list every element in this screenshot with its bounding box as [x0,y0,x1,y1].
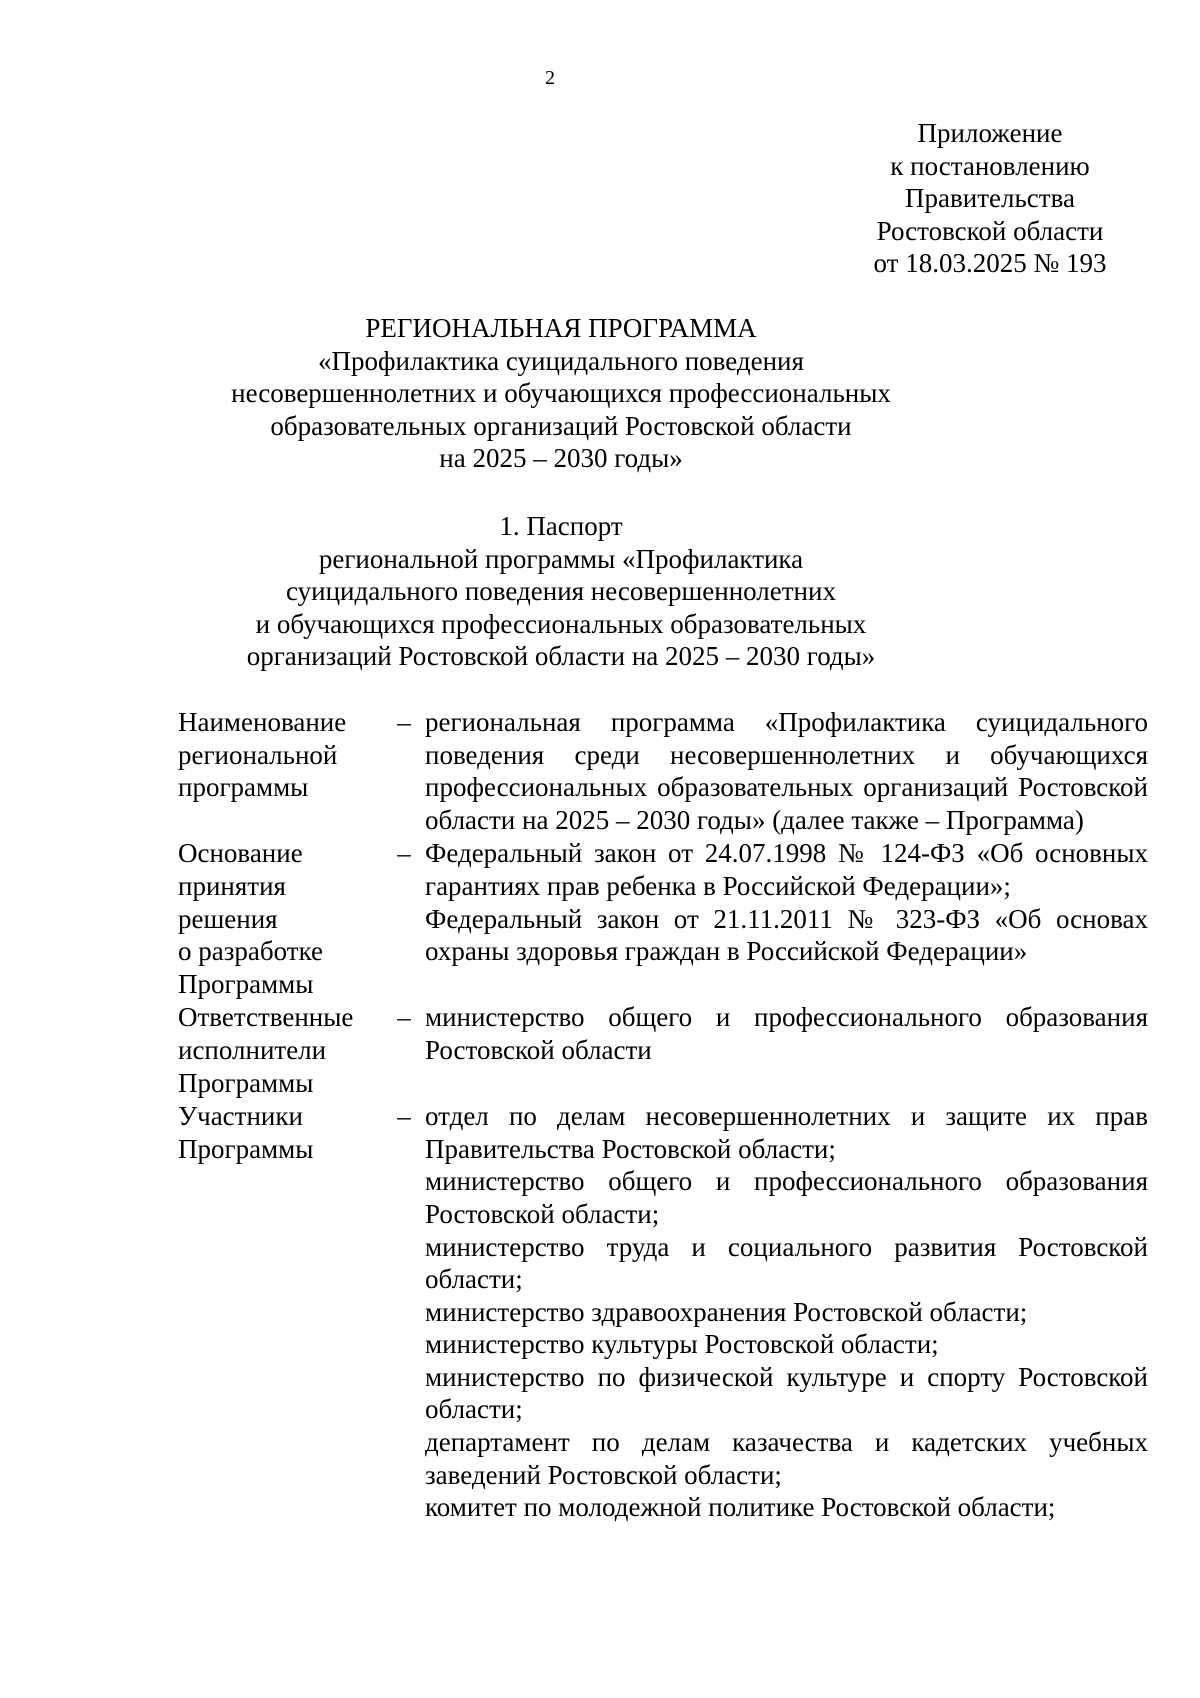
title-line: несовершеннолетних и обучающихся профессиональных [231,378,891,409]
passport-row-content [425,706,1148,836]
label-line: Программы [178,1067,314,1098]
passport-heading-line: суицидального поведения несовершеннолетних [286,576,836,607]
label-line: решения [178,903,278,934]
content-paragraph: Федеральный закон от 21.11.2011 № 323-ФЗ «Об основах охраны здоровья граждан в Российской Федерации» [425,903,1148,967]
passport-row-content [425,837,1148,967]
dash-separator: – [397,838,411,869]
passport-row-label [178,1001,383,1099]
title-line: образовательных организаций Ростовской области [270,410,852,441]
dash-separator: – [397,1101,411,1132]
content-paragraph: Федеральный закон от 24.07.1998 № 124-ФЗ «Об основных гарантиях прав ребенка в Российской Федерации»; [425,838,1148,901]
passport-row-label [178,1100,383,1165]
content-paragraph: департамент по делам казачества и кадетских учебных заведений Ростовской области; [425,1427,1148,1490]
passport-table [178,706,1148,1525]
page-number: 2 [545,67,555,89]
label-line: о разработке [178,936,323,967]
passport-heading-line: 1. Паспорт [499,511,623,541]
appendix-line: Правительства [905,183,1075,214]
label-line: Ответственные [178,1002,354,1033]
label-line: программы [178,772,309,803]
passport-row-name [178,706,1148,836]
label-line: исполнители [178,1034,327,1065]
content-paragraph: министерство по физической культуре и спорту Ростовской области; [425,1361,1148,1425]
label-line: Основание [178,838,303,869]
content-paragraph: министерство общего и профессионального образования Ростовской области [425,1002,1148,1065]
document-title [150,312,972,475]
label-line: Программы [178,968,314,999]
dash-separator: – [397,1002,411,1033]
title-line: на 2025 – 2030 годы» [439,443,683,474]
passport-heading [150,510,972,673]
content-paragraph: министерство труда и социального развития Ростовской области; [425,1231,1148,1295]
passport-heading-line: организаций Ростовской области на 2025 – 2030 годы» [246,641,876,672]
content-paragraph: комитет по молодежной политике Ростовской области; [425,1492,1056,1523]
content-paragraph: министерство культуры Ростовской области; [425,1329,939,1360]
dash-separator: – [397,707,411,737]
label-line: принятия [178,870,286,901]
content-paragraph: отдел по делам несовершеннолетних и защите их прав Правительства Ростовской области; [425,1101,1148,1164]
passport-row-label [178,837,383,1000]
passport-row-content [425,1001,1148,1066]
label-line: Наименование [178,707,347,737]
appendix-line: к постановлению [890,150,1090,181]
passport-heading-line: региональной программы «Профилактика [318,543,804,574]
passport-row-basis [178,837,1148,1000]
content-paragraph: региональная программа «Профилактика суицидального поведения среди несовершеннолетних и обучающихся профессиональных образовательных организаций Ростовской области на 2025 – 2030 годы» (далее также – Программа) [425,707,1148,835]
content-paragraph: министерство здравоохранения Ростовской области; [425,1296,1028,1327]
passport-row-responsible [178,1001,1148,1099]
appendix-stamp [800,117,1180,280]
passport-heading-line: и обучающихся профессиональных образовательных [255,608,867,639]
passport-row-participants [178,1100,1148,1524]
appendix-line: Приложение [917,118,1063,148]
title-line: «Профилактика суицидального поведения [318,345,804,376]
passport-row-label [178,706,383,804]
label-line: Участники [178,1101,303,1132]
appendix-line: Ростовской области [876,215,1104,246]
label-line: Программы [178,1133,314,1164]
label-line: региональной [178,739,338,770]
appendix-line: от 18.03.2025 № 193 [873,248,1107,279]
content-paragraph: министерство общего и профессионального образования Ростовской области; [425,1166,1148,1229]
passport-row-content [425,1100,1148,1524]
title-line: РЕГИОНАЛЬНАЯ ПРОГРАММА [365,313,757,343]
